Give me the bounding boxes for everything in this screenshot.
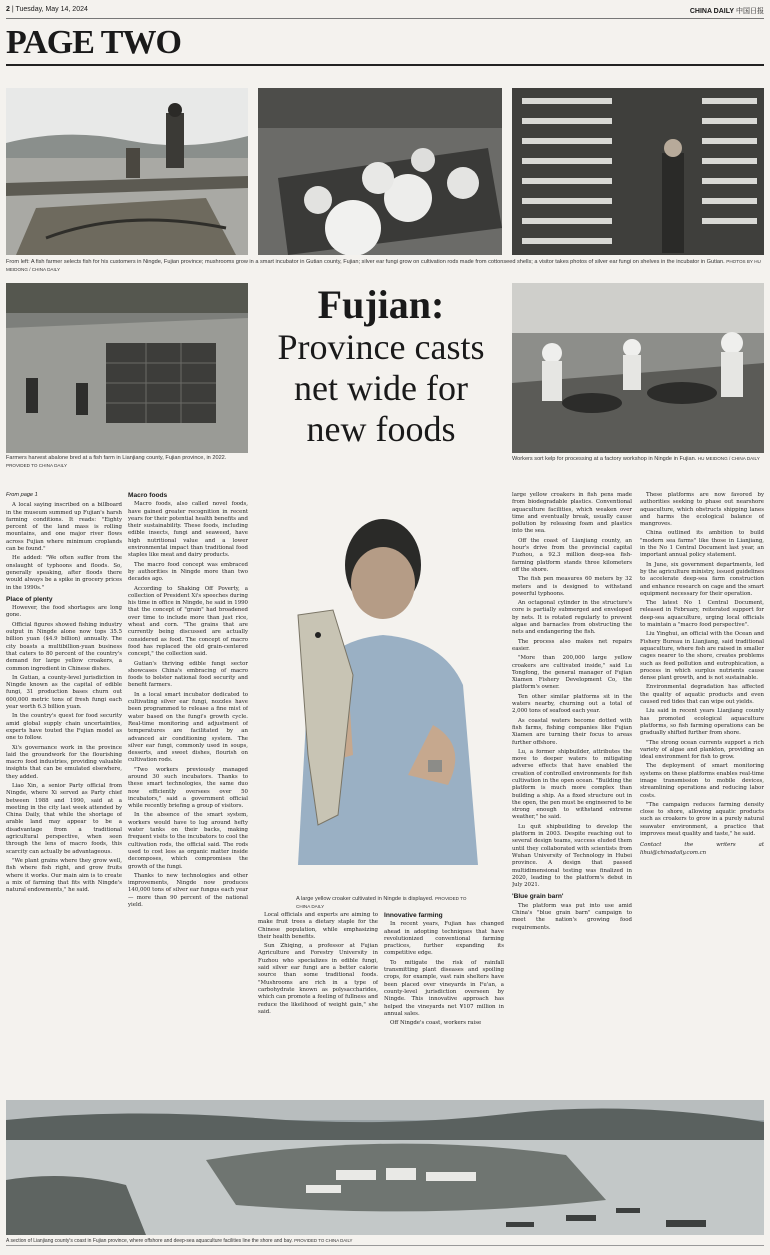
abalone-farm-image <box>6 283 248 453</box>
col2-paragraph: In the absence of the smart system, workers would have to lug around hefty water tanks on their backs, making frequent visits to the incubators to cool the cultivation rods, the official said. The rods used to cost less as organic matter inside decomposes, which compromises the growth of the fungi. <box>128 812 248 870</box>
article-column-4 <box>384 912 504 1094</box>
subhead-blue-grain-barn: 'Blue grain barn' <box>512 893 564 901</box>
page-number: 2 <box>6 6 10 13</box>
col1-paragraph: In Gutian, a county-level jurisdiction in Ningde known as the capital of edible fungi, 31 production bases churn out 600,000 metric tons of fresh fungi each year worth 6.3 billion yuan. <box>6 674 122 711</box>
col6-paragraph: The deployment of smart monitoring systems on these platforms enables real-time image transmission to mobile devices, streamlining operations and reducing labor costs. <box>640 763 764 799</box>
left-caption-text: Farmers harvest abalone bred at a fish farm in Lianjiang county, Fujian province, in 2022. <box>6 455 227 461</box>
col5-paragraph: large yellow croakers in fish pens made from biodegradable plastics. Conventional aquaculture facilities, which weaken over time and eventually break, usually cause pollution by releasing foam and plastics into the sea. <box>512 492 632 535</box>
col1-paragraph: Official figures showed fishing industry output in Ningde alone now tops 35.5 billion yuan ($4.9 billion) annually. The city boasts a multibillion-yuan business that caters to 80 percent of the country's demand for large yellow croakers, a common ingredient in Chinese dishes. <box>6 621 122 672</box>
col6-paragraph: "The campaign reduces farming density close to shore, allowing aquatic products such as croakers to grow in a purely natural seawater environment, a practice that improves meat quality and taste," he said. <box>640 801 764 838</box>
coastline-aerial-image <box>6 1100 764 1235</box>
subhead-place-of-plenty: Place of plenty <box>6 595 53 603</box>
page-date: 2 | Tuesday, May 14, 2024 <box>6 6 88 13</box>
page-title: PAGE TWO <box>6 24 181 61</box>
paper-title-cn: 中国日报 <box>736 8 764 15</box>
col6-paragraph: China outlined its ambition to build "modern sea farms" like those in Lianjiang, in the No 1 Central Document last year, an important annual policy statement. <box>640 530 764 559</box>
col2-paragraph: Macro foods, also called novel foods, have gained greater recognition in recent years for their potential health benefits and their sustainability. These foods, including edible insects, fungi and seaweed, have high nutritional value and a lower environmental impact than traditional food staples like meat and dairy products. <box>128 501 248 559</box>
col4-paragraph: In recent years, Fujian has changed ahead in adopting techniques that have revolutionized conventional farming practices, further expanding its competitive edge. <box>384 921 504 957</box>
article-column-1 <box>6 492 122 1094</box>
photo-abalone-harvest <box>6 283 248 453</box>
col1-paragraph: He added: "We often suffer from the onslaught of typhoons and floods. So, generally speaking, after floods there would always be a spike in grocery prices in the 1990s." <box>6 555 122 591</box>
right-photo-caption <box>512 455 764 471</box>
col6-paragraph: The latest No 1 Central Document, released in February, reiterated support for deep-sea aquaculture, urging local officials to maintain a "macro food perspective". <box>640 600 764 629</box>
photo-yellow-croaker <box>258 505 504 865</box>
bottom-caption-credit: PROVIDED TO CHINA DAILY <box>294 1238 353 1243</box>
col1-paragraph: However, the food shortages are long gone. <box>6 605 122 619</box>
bottom-photo-caption <box>6 1237 764 1245</box>
top-caption-text: From left: A fish farmer selects fish for his customers in Ningde, Fujian province; mushrooms grow in a smart incubator in Gutian county, Fujian; silver ear fungi grow on cultivation rods made from cottonseed shells; a visitor takes photos of silver ear fungi on shelves in the incubator in Gutian. <box>6 259 725 265</box>
right-caption-text: Workers sort kelp for processing at a factory workshop in Ningde in Fujian. <box>512 456 697 462</box>
left-photo-caption <box>6 455 248 471</box>
col5-paragraph: The platform was put into use amid China's "blue grain barn" campaign to meet the nation's growing food requirements. <box>512 902 632 931</box>
masthead-bar <box>6 3 764 19</box>
visitor-shelves-image <box>512 88 764 255</box>
photo-smart-incubator <box>258 88 502 255</box>
col2-paragraph: In a local smart incubator dedicated to cultivating silver ear fungi, nozzles have been programmed to release a fine mist of water based on the fungi's growth cycle. Real-time monitoring and adjustment of temperatures are facilitated by an advanced air conditioning system. The silver ear fungi, commonly used in soups, desserts, and sweet dishes, flourish on cultivation rods. <box>128 691 248 764</box>
bottom-caption-text: A section of Lianjiang county's coast in Fujian province, where offshore and deep-sea aquaculture facilities line the shore and bay. <box>6 1238 293 1244</box>
headline-main: Fujian: <box>317 282 445 327</box>
paper-name <box>690 6 764 16</box>
col2-paragraph: According to Shaking Off Poverty, a collection of President Xi's speeches during his time in office in Ningde, he said in 1990 that the concept of "grain" had broadened over time to include more than just rice, wheat and corn. "The grains that are currently being discussed are actually considered as food. The concept of macro food has replaced the old grain-centered concept," the collection said. <box>128 585 248 658</box>
from-page-1: From page 1 <box>6 492 38 498</box>
article-column-3 <box>258 912 378 1094</box>
subhead-macro-foods: Macro foods <box>128 492 168 499</box>
contact-writers: Contact the writers at lihui@chinadaily.com.cn <box>640 842 764 856</box>
photo-fish-farmer <box>6 88 248 255</box>
col6-paragraph: Environmental degradation has affected the quality of aquatic products and even caused red tides that can wipe out yields. <box>640 684 764 706</box>
right-caption-credit: HU MEIDONG / CHINA DAILY <box>697 456 760 461</box>
silver-ear-fungi-image <box>258 88 502 255</box>
col6-paragraph: "The strong ocean currents support a rich variety of algae and plankton, providing an ideal environment for fish to grow. <box>640 739 764 761</box>
article-column-2 <box>128 492 248 1094</box>
col2-paragraph: Gutian's thriving edible fungi sector showcases China's embracing of macro foods to bolster national food security and benefit farmers. <box>128 660 248 689</box>
kelp-factory-image <box>512 283 764 453</box>
col1-paragraph: "We plant grains where they grow well, fish where fish right, and grow fruits where it works. Our main aim is to create a mix of farming that fits with Ningde's natural endowments," he said. <box>6 857 122 894</box>
article-column-6 <box>640 492 764 1094</box>
center-caption-credit: PROVIDED TO CHINA DAILY <box>296 896 467 909</box>
col2-paragraph: "Two workers previously managed around 30 such incubators. Thanks to these smart technologies, the same duo now efficiently oversees over 50 incubators," said a government official while recently briefing a group of visitors. <box>128 766 248 810</box>
headline-line-3: new foods <box>306 409 456 449</box>
headline-line-1: Province casts <box>277 327 485 367</box>
col6-paragraph: Liu Yinghui, an official with the Ocean and Fishery Bureau in Lianjiang, said traditional aquaculture, where fish are raised in smaller cages nearer to the shore, creates problems such as feed pollution and eutrophication, a process in which surplus nutrients cause dense plant growth, and is not sustainable. <box>640 631 764 682</box>
col1-paragraph: In the country's quest for food security amid global supply chain uncertainties, experts have touted the Fujian model as one to follow. <box>6 713 122 742</box>
col5-paragraph: Lu, a former shipbuilder, attributes the move to deeper waters to mitigating adverse effects that have enabled the creation of controlled environments for fish cultivation in the open ocean. "Building the platform is much more complex than building a ship. As a fixed structure out in the open, the pen must be engineered to be strong enough to withstand extreme weather," he said. <box>512 748 632 821</box>
issue-date: Tuesday, May 14, 2024 <box>15 6 88 13</box>
col6-paragraph: Liu said in recent years Lianjiang county has promoted ecological aquaculture platforms, so fish farming operations can be gradually shifted further from shore. <box>640 708 764 737</box>
photo-kelp-workers <box>512 283 764 453</box>
col5-paragraph: Ten other similar platforms sit in the waters nearby, churning out a total of 2,000 tons of seafood each year. <box>512 693 632 715</box>
col5-paragraph: As coastal waters become dotted with fish farms, fishing companies like Fujian Xiamen are turning their focus to areas further offshore. <box>512 717 632 746</box>
fish-farmer-image <box>6 88 248 255</box>
paper-title: CHINA DAILY <box>689 8 735 15</box>
col3-paragraph: Sun Zhiqing, a professor at Fujian Agriculture and Forestry University in Fuzhou who specializes in edible fungi, said silver ear fungi are a better calorie source than some traditional foods. "Mushrooms are rich in a type of carbohydrate known as polysaccharides, which can promote a feeling of fullness and reduce the likelihood of weight gain," she said. <box>258 943 378 1015</box>
col1-paragraph: A local saying inscribed on a billboard in the museum summed up Fujian's harsh farming conditions. It reads: "Eighty percent of the land mass is rolling mountains, and one major river flows across Fujian where minimum croplands can be found." <box>6 502 122 553</box>
center-caption-text: A large yellow croaker cultivated in Ningde is displayed. <box>296 896 434 902</box>
top-caption-credit: PHOTOS BY HU MEIDONG / CHINA DAILY <box>6 259 761 272</box>
left-caption-credit: PROVIDED TO CHINA DAILY <box>6 463 68 468</box>
col6-paragraph: These platforms are now favored by authorities seeking to phase out nearshore aquaculture, which obstructs shipping lanes and harms the ecological balance of mangroves. <box>640 492 764 528</box>
col5-paragraph: Off the coast of Lianjiang county, an hour's drive from the provincial capital Fuzhou, a 92.3 million deep-sea fish-farming platform stands three kilometers off the shore. <box>512 537 632 573</box>
subhead-innovative-farming: Innovative farming <box>384 912 443 919</box>
center-photo-caption <box>296 895 476 911</box>
col1-paragraph: Liao Xin, a senior Party official from Ningde, where Xi served as Party chief between 1988 and 1990, said at a meeting in the city last week attended by China Daily, that while the shortage of arable land may appear to be a disadvantage from a traditional agricultural perspective, when seen through the lens of macro foods, this scarcity can actually be advantageous. <box>6 782 122 855</box>
col4-paragraph: To mitigate the risk of rainfall transmitting plant diseases and spoiling crops, for example, vast rain shelters have been placed over vineyards in Fu'an, a county-level jurisdiction overseen by Ningde. This innovative approach has helped the vineyards net ¥107 million in annual sales. <box>384 959 504 1017</box>
col5-paragraph: "More than 200,000 large yellow croakers are cultivated inside," said Lu Tongfong, the general manager of Fujian Xiamen Fishery Development Co, the platform's owner. <box>512 655 632 691</box>
col5-paragraph: The fish pen measures 60 meters by 32 meters and is designed to withstand powerful typhoons. <box>512 576 632 597</box>
col5-paragraph: An octagonal cylinder in the structure's core is partially submerged and enveloped by nets. It is rotated regularly to prevent algae and barnacles from obstructing the nets and endangering the fish. <box>512 600 632 636</box>
headline-line-2: net wide for <box>294 368 468 408</box>
top-photos-caption <box>6 258 764 274</box>
croaker-display-image <box>258 505 504 865</box>
bottom-rule <box>6 1245 764 1246</box>
col2-paragraph: Thanks to new technologies and other improvements, Ningde now produces 140,000 tons of silver ear fungus each year — more than 90 percent of the national yield. <box>128 872 248 909</box>
headline <box>252 283 510 450</box>
photo-coastline-aerial <box>6 1100 764 1235</box>
photo-incubator-shelves <box>512 88 764 255</box>
col1-paragraph: Xi's governance work in the province laid the groundwork for the flourishing macro food industries, providing valuable insights that can be emulated elsewhere, they added. <box>6 744 122 780</box>
col5-paragraph: The process also makes net repairs easier. <box>512 638 632 652</box>
title-rule <box>6 64 764 66</box>
article-column-5 <box>512 492 632 1094</box>
col5-paragraph: Lu quit shipbuilding to develop the platform in 2003. Despite reaching out to several design teams, success eluded them until they collaborated with scientists from Wuhan University of Technology in Hubei province. A design that passed multidimensional testing was finalized in 2020, leading to the platform's debut in July 2021. <box>512 823 632 889</box>
col6-paragraph: In June, six government departments, led by the agriculture ministry, issued guidelines to accelerate deep-sea farm construction and enhance research on cage and the smart equipment necessary for their operation. <box>640 561 764 597</box>
col4-paragraph: Off Ningde's coast, workers raise <box>390 1020 482 1027</box>
col2-paragraph: The macro food concept was embraced by authorities in Ningde more than two decades ago. <box>128 561 248 583</box>
col3-paragraph: Local officials and experts are aiming to make fruit trees a dietary staple for the Chinese population, while emphasizing their health benefits. <box>258 912 378 940</box>
